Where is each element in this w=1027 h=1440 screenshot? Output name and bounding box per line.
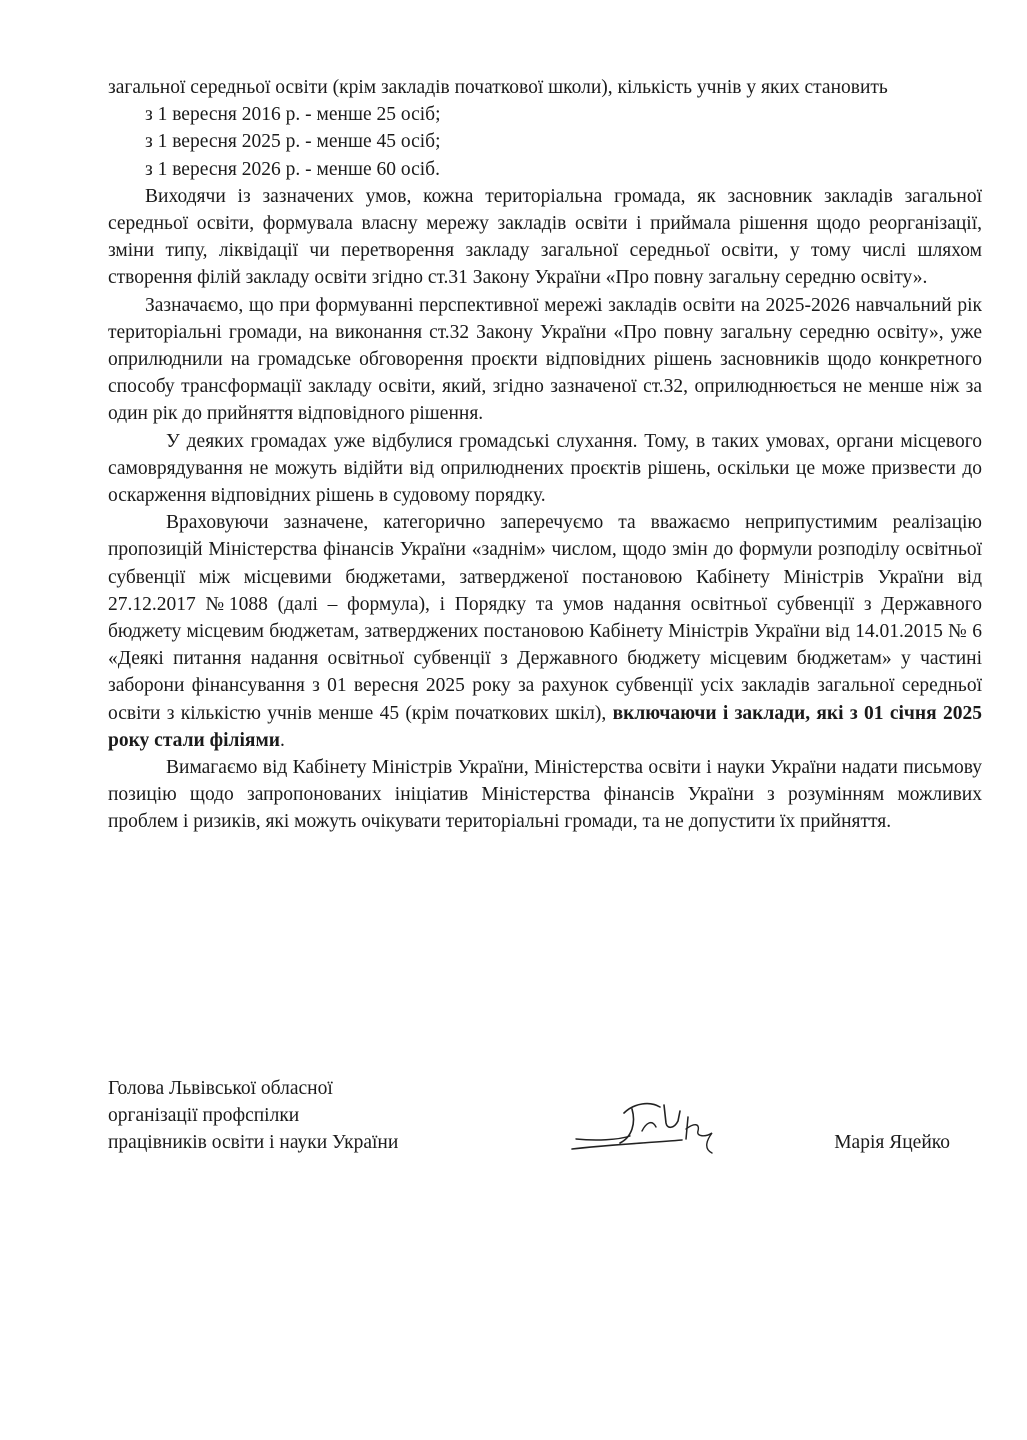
objection-text: Враховуючи зазначене, категорично заперечуємо та вважаємо неприпустимим реалізацію пропозицій Міністерства фінансів України «заднім» числом, щодо змін до формули розподілу освітньої субвенції між місцевими бюджетами, затвердженої постановою Кабінету Міністрів України від 27.12.2017 №1088 (далі – формула), і Порядку та умов надання освітньої субвенції з Державного бюджету місцевим бюджетам, затверджених постановою Кабінету Міністрів України від 14.01.2015 № 6 «Деякі питання надання освітньої субвенції з Державного бюджету місцевим бюджетам» у частині заборони фінансування з 01 вересня 2025 року за рахунок субвенції усіх закладів загальної середньої освіти з кількістю учнів менше 45 (крім початкових шкіл), (108, 512, 982, 724)
signatory-title (108, 1075, 508, 1156)
signatory-name: Марія Яцейко (834, 1132, 950, 1153)
letter-body (108, 74, 982, 836)
signature-block (108, 1075, 982, 1165)
paragraph-demand: Вимагаємо від Кабінету Міністрів України, Міністерства освіти і науки України надати письмову позицію щодо запропонованих ініціатив Міністерства фінансів України з розумінням можливих проблем і ризиків, які можуть очікувати територіальні громади, та не допустити їх прийняття. (108, 757, 982, 833)
list-item: з 1 вересня 2016 р. - менше 25 осіб; (145, 104, 441, 126)
list-item: з 1 вересня 2025 р. - менше 45 осіб; (145, 131, 441, 153)
signatory-title-line: Голова Львівської обласної (108, 1078, 333, 1099)
paragraph-hearings: У деяких громадах уже відбулися громадські слухання. Тому, в таких умовах, органи місцевого самоврядування не можуть відійти від оприлюднених проєктів рішень, оскільки це може призвести до оскарження відповідних рішень в судовому порядку. (108, 430, 982, 507)
handwritten-signature (566, 1093, 736, 1163)
signatory-title-line: працівників освіти і науки України (108, 1132, 399, 1153)
objection-end: . (279, 729, 285, 751)
paragraph-network: Зазначаємо, що при формуванні перспективної мережі закладів освіти на 2025-2026 навчальний рік територіальні громади, на виконання ст.32 Закону України «Про повну загальну середню освіту», уже оприлюднили на громадське обговорення проєкти відповідних рішень засновників щодо конкретного способу трансформації закладу освіти, який, згідно зазначеної ст.32, оприлюднюється не менше ніж за один рік до прийняття відповідного рішення. (108, 294, 982, 425)
paragraph-conditions: Виходячи із зазначених умов, кожна територіальна громада, як засновник закладів загальної середньої освіти, формувала власну мережу закладів освіти і приймала рішення щодо реорганізації, зміни типу, ліквідації чи перетворення закладу загальної середньої освіти, у тому числі шляхом створення філій закладу освіти згідно ст.31 Закону України «Про повну загальну середню освіту». (108, 185, 982, 289)
signatory-title-line: організації профспілки (108, 1105, 300, 1126)
objection-emphasis: включаючи і заклади, які з 01 січня 2025 року стали філіями (108, 702, 982, 751)
intro-line: загальної середньої освіти (крім закладів початкової школи), кількість учнів у яких становить (108, 77, 888, 98)
list-item: з 1 вересня 2026 р. - менше 60 осіб. (145, 158, 440, 180)
paragraph-objection (108, 509, 982, 754)
